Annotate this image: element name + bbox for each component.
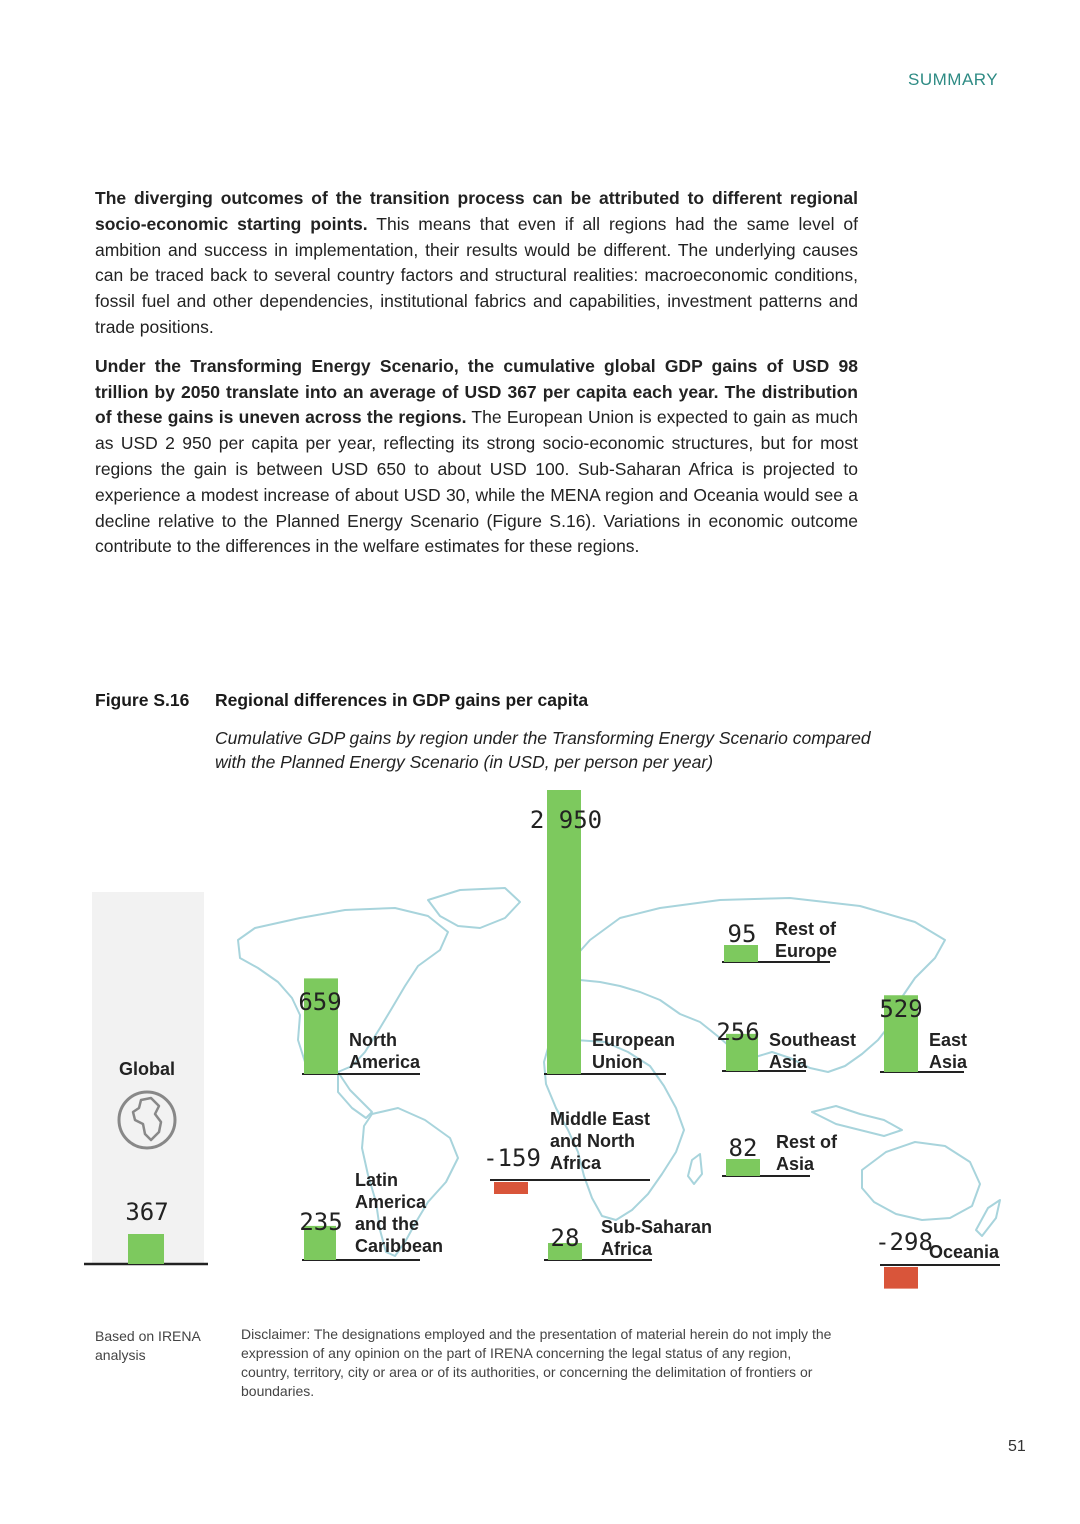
disclaimer-note: Disclaimer: The designations employed and the presentation of material herein do not imply the expression of any opinion on the part of IRENA concerning the legal status of any region, country, territory, city or area or of its authorities, or concerning the delimitation of frontiers or boundaries. <box>241 1326 832 1399</box>
chart-svg <box>0 790 1080 1310</box>
sub-saharan-africa-category-label-line: Sub-Saharan <box>601 1217 713 1237</box>
rest-of-europe-category-label <box>775 919 837 961</box>
latin-america-and-the-caribbean-category-label-line: Caribbean <box>355 1236 444 1256</box>
southeast-asia-category-label-line: Southeast <box>769 1030 857 1050</box>
australia-outline <box>862 1142 980 1220</box>
rest-of-asia-category-label-line: Rest of <box>776 1132 838 1152</box>
sub-saharan-africa-category-label-line: Africa <box>601 1239 653 1259</box>
global-bar <box>128 1234 164 1264</box>
middle-east-and-north-africa-category-label <box>550 1109 650 1173</box>
sub-saharan-africa-value-label: 28 <box>550 1224 580 1252</box>
global-value-label: 367 <box>125 1198 169 1226</box>
section-header: SUMMARY <box>908 70 999 89</box>
oceania-category-label <box>929 1242 1000 1262</box>
new-zealand-outline <box>976 1200 1000 1236</box>
paragraph-2 <box>95 354 858 560</box>
rest-of-europe-value-label: 95 <box>727 920 757 948</box>
rest-of-asia-category-label-line: Asia <box>776 1154 815 1174</box>
rest-of-asia-category-label <box>776 1132 838 1174</box>
rest-of-asia-value-label: 82 <box>728 1134 758 1162</box>
european-union-category-label-line: Union <box>592 1052 643 1072</box>
latin-america-and-the-caribbean-category-label <box>355 1170 443 1256</box>
latin-america-and-the-caribbean-category-label-line: Latin <box>355 1170 398 1190</box>
paragraph-1 <box>95 186 858 341</box>
paragraph-1-rest: This means that even if all regions had the same level of ambition and success in implementation, their results would be different. The underlying causes can be traced back to several country factors and structural realities: macroeconomic conditions, fossil fuel and other dependencies, institutional fabrics and capabilities, investment patterns and trade positions. <box>95 213 858 337</box>
rest-of-europe-category-label-line: Europe <box>775 941 838 961</box>
east-asia-value-label: 529 <box>879 995 923 1023</box>
figure-number: Figure S.16 <box>95 690 190 710</box>
east-asia-category-label-line: Asia <box>929 1052 968 1072</box>
middle-east-and-north-africa-bar <box>494 1182 528 1194</box>
middle-east-and-north-africa-value-label: -159 <box>483 1144 541 1172</box>
middle-east-and-north-africa-category-label-line: and North <box>550 1131 635 1151</box>
greenland-outline <box>428 888 520 928</box>
north-america-outline <box>238 908 448 1072</box>
global-label: Global <box>118 1059 176 1079</box>
rest-of-europe-category-label-line: Rest of <box>775 919 837 939</box>
figure-subtitle: Cumulative GDP gains by region under the Transforming Energy Scenario compared with the Planned Energy Scenario (in USD, per person per year) <box>215 728 871 772</box>
paragraph-2-rest: The European Union is expected to gain as much as USD 2 950 per capita per year, reflecting its strong socio-economic structures, but for most regions the gain is between USD 650 to about USD 100. Sub-Saharan Africa is projected to experience a modest increase of about USD 30, while the MENA region and Oceania would see a decline relative to the Planned Energy Scenario (Figure S.16). Variations in economic outcome contribute to the differences in the welfare estimates for these regions. <box>95 407 858 557</box>
southeast-asia-category-label-line: Asia <box>769 1052 808 1072</box>
page-number: 51 <box>1008 1438 1026 1455</box>
figure-title: Regional differences in GDP gains per capita <box>215 690 589 710</box>
north-america-category-label-line: America <box>349 1052 421 1072</box>
european-union-category-label <box>592 1030 675 1072</box>
latin-america-and-the-caribbean-category-label-line: and the <box>355 1214 420 1234</box>
chart-marks <box>84 790 1000 1289</box>
latin-america-and-the-caribbean-value-label: 235 <box>299 1208 343 1236</box>
oceania-bar <box>884 1267 918 1289</box>
central-america-outline <box>338 1072 372 1118</box>
middle-east-and-north-africa-category-label-line: Middle East <box>550 1109 651 1129</box>
madagascar-outline <box>688 1154 702 1184</box>
sub-saharan-africa-category-label <box>601 1217 712 1259</box>
oceania-category-label-line: Oceania <box>929 1242 1000 1262</box>
middle-east-and-north-africa-category-label-line: Africa <box>550 1153 602 1173</box>
north-america-value-label: 659 <box>298 988 342 1016</box>
european-union-value-label: 2 950 <box>529 806 603 834</box>
oceania-value-label: -298 <box>875 1228 933 1256</box>
north-america-category-label <box>349 1030 421 1072</box>
east-asia-category-label-line: East <box>929 1030 968 1050</box>
latin-america-and-the-caribbean-category-label-line: America <box>355 1192 427 1212</box>
european-union-category-label-line: European <box>592 1030 676 1050</box>
southeast-asia-value-label: 256 <box>716 1018 760 1046</box>
regional-gdp-chart <box>0 790 1080 1310</box>
east-asia-category-label <box>929 1030 968 1072</box>
north-america-category-label-line: North <box>349 1030 397 1050</box>
source-note: Based on IRENA analysis <box>95 1328 201 1363</box>
body-text <box>95 186 858 573</box>
paragraph-1-bold: The diverging outcomes of the transition process can be attributed to different regional socio-economic starting points. <box>95 188 858 234</box>
paragraph-2-bold: Under the Transforming Energy Scenario, the cumulative global GDP gains of USD 98 trillion by 2050 translate into an average of USD 367 per capita each year. The distribution of these gains is uneven across the regions. <box>95 355 858 428</box>
